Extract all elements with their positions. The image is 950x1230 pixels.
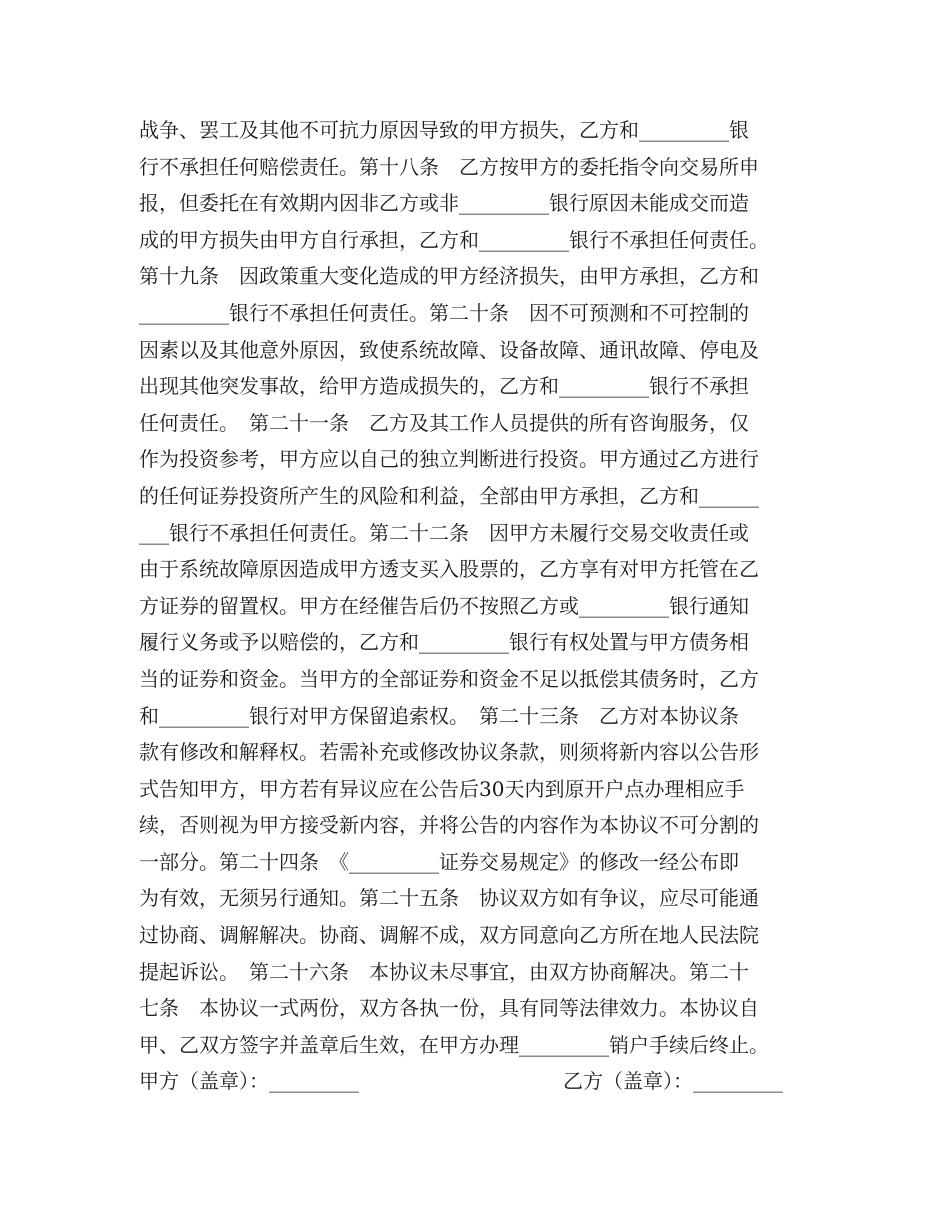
text-line: 当的证券和资金。当甲方的全部证券和资金不足以抵偿其债务时，乙方 (139, 666, 759, 691)
text-line: 为有效，无须另行通知。第二十五条 协议双方如有争议，应尽可能通 (139, 886, 759, 911)
text-line: 任何责任。 第二十一条 乙方及其工作人员提供的所有咨询服务，仅 (139, 410, 749, 435)
party-a-signature: 甲方（盖章）：_________ (139, 1069, 359, 1094)
text-line: 第十九条 因政策重大变化造成的甲方经济损失，由甲方承担，乙方和 (139, 264, 759, 289)
text-line: 过协商、调解解决。协商、调解不成，双方同意向乙方所在地人民法院 (139, 923, 759, 948)
text-line: 报，但委托在有效期内因非乙方或非_________银行原因未能成交而造 (139, 191, 749, 216)
text-line: 战争、罢工及其他不可抗力原因导致的甲方损失，乙方和_________银 (139, 118, 749, 142)
text-line: 和_________银行对甲方保留追索权。 第二十三条 乙方对本协议条 (139, 703, 739, 728)
text-line: 款有修改和解释权。若需补充或修改协议条款，则须将新内容以公告形 (139, 740, 759, 765)
text-line: 一部分。第二十四条 《_________证券交易规定》的修改一经公布即 (139, 849, 739, 874)
text-line: 的任何证券投资所产生的风险和利益，全部由甲方承担，乙方和______ (139, 483, 759, 508)
text-line: 因素以及其他意外原因，致使系统故障、设备故障、通讯故障、停电及 (139, 337, 759, 362)
text-line: 出现其他突发事故，给甲方造成损失的，乙方和_________银行不承担 (139, 374, 749, 399)
agreement-body (139, 112, 829, 1100)
text-line: 履行义务或予以赔偿的，乙方和_________银行有权处置与甲方债务相 (139, 630, 749, 655)
signature-row (139, 1063, 829, 1100)
text-line: _________银行不承担任何责任。第二十条 因不可预测和不可控制的 (139, 300, 749, 325)
text-line: 行不承担任何赔偿责任。第十八条 乙方按甲方的委托指令向交易所申 (139, 154, 759, 179)
text-line: 由于系统故障原因造成甲方透支买入股票的，乙方享有对甲方托管在乙 (139, 557, 759, 582)
text-line: 式告知甲方，甲方若有异议应在公告后30天内到原开户点办理相应手 (139, 776, 745, 801)
text-line: 七条 本协议一式两份，双方各执一份，具有同等法律效力。本协议自 (139, 996, 759, 1021)
text-line: 提起诉讼。 第二十六条 本协议未尽事宜，由双方协商解决。第二十 (139, 959, 749, 984)
text-line: 甲、乙双方签字并盖章后生效，在甲方办理_________销户手续后终止。 (139, 1032, 769, 1057)
text-line: 续，否则视为甲方接受新内容，并将公告的内容作为本协议不可分割的 (139, 813, 759, 838)
text-line: 方证券的留置权。甲方在经催告后仍不按照乙方或_________银行通知 (139, 593, 749, 618)
text-line: ___银行不承担任何责任。第二十二条 因甲方未履行交易交收责任或 (139, 520, 749, 545)
text-line: 作为投资参考，甲方应以自己的独立判断进行投资。甲方通过乙方进行 (139, 447, 759, 472)
party-b-signature: 乙方（盖章）：_________ (563, 1069, 783, 1094)
text-line: 成的甲方损失由甲方自行承担，乙方和_________银行不承担任何责任。 (139, 227, 769, 252)
